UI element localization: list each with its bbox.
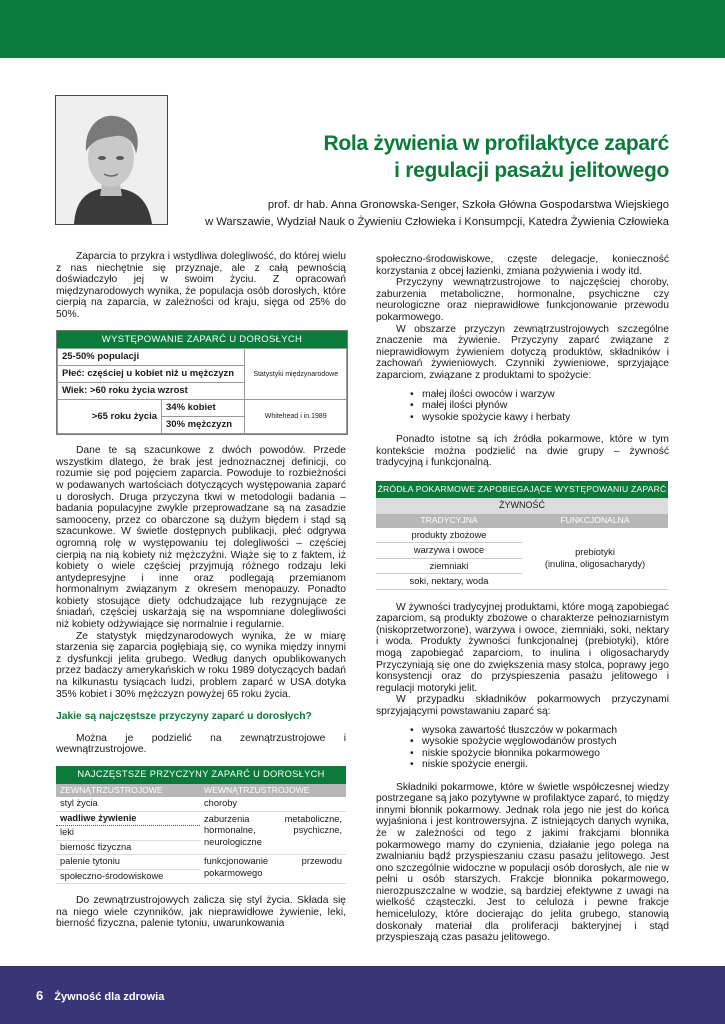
- table-cell: 30% mężczyzn: [162, 417, 245, 434]
- prebiotics-detail: (inulina, oligosacharydy): [544, 559, 646, 570]
- paragraph: W przypadku składników pokarmowych przyczynami sprzyjającymi powstawaniu zaparć są:: [376, 694, 669, 717]
- author-line-2: w Warszawie, Wydział Nauk o Żywieniu Człowieka i Konsumpcji, Katedra Żywienia Człowieka: [205, 216, 669, 228]
- paragraph: W obszarze przyczyn zewnątrzustrojowych szczególne znaczenie ma żywienie. Przyczyny zaparć związane z nieprawidłowym żywieniem dotyczą produktów, składników i zachowań żywieniowych. Czynniki żywieniowe, sprzyjające zaparciom, związane z produktami to spożycie:: [376, 323, 669, 381]
- table-cell: funkcjonowanie przewodu pokarmowego: [200, 855, 346, 884]
- list-item: • wysoka zawartość tłuszczów w pokarmach: [422, 725, 669, 737]
- table-title: NAJCZĘSTSZE PRZYCZYNY ZAPARĆ U DOROSŁYCH: [56, 766, 346, 784]
- bullet-list: [376, 389, 669, 424]
- table-subtitle: ŻYWNOŚĆ: [376, 498, 668, 514]
- left-column: [56, 251, 346, 930]
- column-header: TRADYCYJNA: [376, 514, 522, 528]
- table-cell: produkty zbożowe: [376, 528, 522, 543]
- table-cell: [522, 528, 668, 590]
- top-green-bar: [0, 0, 725, 58]
- paragraph: Zaparcia to przykra i wstydliwa dolegliwość, do której wielu z nas niechętnie się przyznaje, ale z całą pewnością doświadczyło jej w swoim życiu. Z opracowań międzynarodowych wynika, że populacja osób dorosłych, które cierpią na zaparcia, w zależności od kraju, sięga od 25% do 50%.: [56, 251, 346, 320]
- paragraph: W żywności tradycyjnej produktami, które mogą zapobiegać zaparciom, są produkty zbożowe o charakterze pełnoziarnistym (niskoprzetworzone), warzywa i owoce, ziemniaki, soki, nektary i woda. Produkty żywności funkcjonalnej (prebiotyki), które mogą zapobiegać zaparciom, to inulina i oligosacharydy Przyczyniają się one do zwiększenia masy stolca, poprawy jego konsystencji oraz do przyspieszenia pasażu jelitowego i regulacji motoryki jelit.: [376, 601, 669, 694]
- list-item: • wysokie spożycie węglowodanów prostych: [422, 736, 669, 748]
- list-item: • niskie spożycie energii.: [422, 759, 669, 771]
- list-item: • małej ilości płynów: [422, 400, 669, 412]
- table-cell: leki: [56, 826, 200, 841]
- table-title: ŹRÓDŁA POKARMOWE ZAPOBIEGAJĄCE WYSTĘPOWANIU ZAPARĆ: [376, 481, 668, 499]
- article-title: [249, 130, 669, 184]
- table-cell: choroby: [200, 797, 346, 811]
- paragraph: Składniki pokarmowe, które w świetle współczesnej wiedzy postrzegane są jako pozytywne w profilaktyce zaparć, to między innymi błonnik pokarmowy. Jednak rola jego nie jest do końca wyjaśniona i jest kontrowersyjna. Z istniejących danych wynika, że w zależności od tego z jakimi frakcjami błonnika pokarmowego mamy do czynienia, działanie jego polega na zwalnianiu bądź przyspieszaniu czasu pasażu jelitowego. Jest ono szczególnie widoczne w populacji osób dorosłych, ale nie w pełni u osób starszych. Frakcje błonnika pokarmowego, nierozpuszczalne w wodzie, są bardziej efektywne z uwagi na wielkość cząsteczki. Jest to celuloza i pewne frakcje hemicelulozy, które docierając do jelita grubego, stanowią doskonały materiał dla proliferacji bakteryjnej i stąd przyspieszają czas pasażu jelitowego.: [376, 781, 669, 944]
- table-cell: Wiek: >60 roku życia wzrost: [58, 383, 245, 400]
- paragraph: Ze statystyk międzynarodowych wynika, że w miarę starzenia się zaparcia pogłębiają się, co wynika między innymi z dysfunkcji jelita grubego. Według danych opublikowanych przez badaczy amerykańskich w roku 1989 dotyczących badań na kilkunastu tysiącach ludzi, problem zaparć w USA dotyka 35% kobiet i 30% mężczyzn powyżej 65 roku życia.: [56, 630, 346, 700]
- prevalence-table: [56, 330, 348, 436]
- column-header: WEWNĄTRZUSTROJOWE: [200, 784, 346, 798]
- title-line-2: i regulacji pasażu jelitowego: [394, 159, 669, 182]
- section-heading: Jakie są najczęstsze przyczyny zaparć u dorosłych?: [56, 711, 312, 723]
- paragraph: Dane te są szacunkowe z dwóch powodów. Przede wszystkim dlatego, że brak jest jednoznacznej definicji, co rozumie się pod pojęciem zaparcia. Powoduje to rozbieżności w podawanych wartościach dotyczących występowania zaparć u dorosłych. Druga przyczyna tkwi w metodologii badania – badania populacyjne zwykle przeprowadzane są na zasadzie samooceny, przez co obarczone są dużym błędem i stąd są szacunkowe. W świetle dostępnych publikacji, płeć odgrywa ogromną rolę w występowaniu tej dolegliwości – częściej cierpią na nią kobiety niż mężczyźni. Wiąże się to z faktem, iż kobiety o wiele częściej przyjmują różnego rodzaju leki antydepresyjne i inne oraz podlegają przemianom hormonalnym związanym z okresem menopauzy. Ponadto kobiety stosujące diety odchudzające lub rezygnujące ze śniadań, częściej uskarżają się na wspomniane dolegliwości niż kobiety odżywiające się normalnie i regularnie.: [56, 445, 346, 631]
- paragraph: Ponadto istotne są ich źródła pokarmowe, które w tym kontekście można podzielić na dwie grupy – żywność tradycyjną i funkcjonalną.: [376, 434, 669, 469]
- table-cell: >65 roku życia: [58, 400, 162, 434]
- paragraph: Można je podzielić na zewnątrzustrojowe i wewnątrzustrojowe.: [56, 732, 346, 756]
- right-column: [376, 254, 669, 944]
- list-item: • małej ilości owoców i warzyw: [422, 389, 669, 401]
- table-cell: ziemniaki: [376, 558, 522, 574]
- footer: [36, 988, 164, 1003]
- table-note: Whitehead i in.1989: [245, 400, 347, 434]
- prebiotics-label: prebiotyki: [575, 546, 615, 557]
- bullet-list: [376, 725, 669, 771]
- table-cell: Płeć: częściej u kobiet niż u mężczyzn: [58, 366, 245, 383]
- table-cell: bierność fizyczna: [56, 840, 200, 855]
- author-line-1: prof. dr hab. Anna Gronowska-Senger, Szkoła Główna Gospodarstwa Wiejskiego: [267, 199, 669, 211]
- food-sources-table: [376, 481, 668, 590]
- page-number: 6: [36, 988, 44, 1003]
- paragraph: społeczno-środowiskowe, częste delegacje, konieczność korzystania z obcej łazienki, zmiana pożywienia i wody itd.: [376, 254, 669, 277]
- table-cell: 25-50% populacji: [58, 349, 245, 366]
- table-title: WYSTĘPOWANIE ZAPARĆ U DOROSŁYCH: [57, 331, 347, 349]
- magazine-name: Żywność dla zdrowia: [54, 991, 165, 1003]
- table-cell: soki, nektary, woda: [376, 574, 522, 590]
- table-cell: styl życia: [56, 797, 200, 811]
- table-cell: palenie tytoniu: [56, 855, 200, 870]
- causes-table: [56, 766, 346, 884]
- title-line-1: Rola żywienia w profilaktyce zaparć: [323, 132, 669, 155]
- paragraph: Przyczyny wewnątrzustrojowe to najczęściej choroby, zaburzenia metaboliczne, hormonalne, psychiczne czy neurologiczne oraz nieprawidłowe funkcjonowanie przewodu pokarmowego.: [376, 277, 669, 323]
- table-cell: warzywa i owoce: [376, 543, 522, 559]
- list-item: • wysokie spożycie kawy i herbaty: [422, 412, 669, 424]
- column-header: FUNKCJONALNA: [522, 514, 668, 528]
- paragraph: Do zewnątrzustrojowych zalicza się styl życia. Składa się na niego wiele czynników, jak nieprawidłowe żywienie, leki, bierność fizyczna, palenie tytoniu, uwarunkowania: [56, 895, 346, 930]
- table-cell: wadliwe żywienie: [56, 811, 200, 826]
- table-cell: społeczno-środowiskowe: [56, 869, 200, 884]
- table-note: Statystyki międzynarodowe: [245, 349, 347, 400]
- author-affiliation: [109, 197, 669, 231]
- column-header: ZEWNĄTRZUSTROJOWE: [56, 784, 200, 798]
- table-cell: zaburzenia metaboliczne, hormonalne, psychiczne, neurologiczne: [200, 811, 346, 855]
- list-item: • niskie spożycie błonnika pokarmowego: [422, 748, 669, 760]
- table-cell: 34% kobiet: [162, 400, 245, 417]
